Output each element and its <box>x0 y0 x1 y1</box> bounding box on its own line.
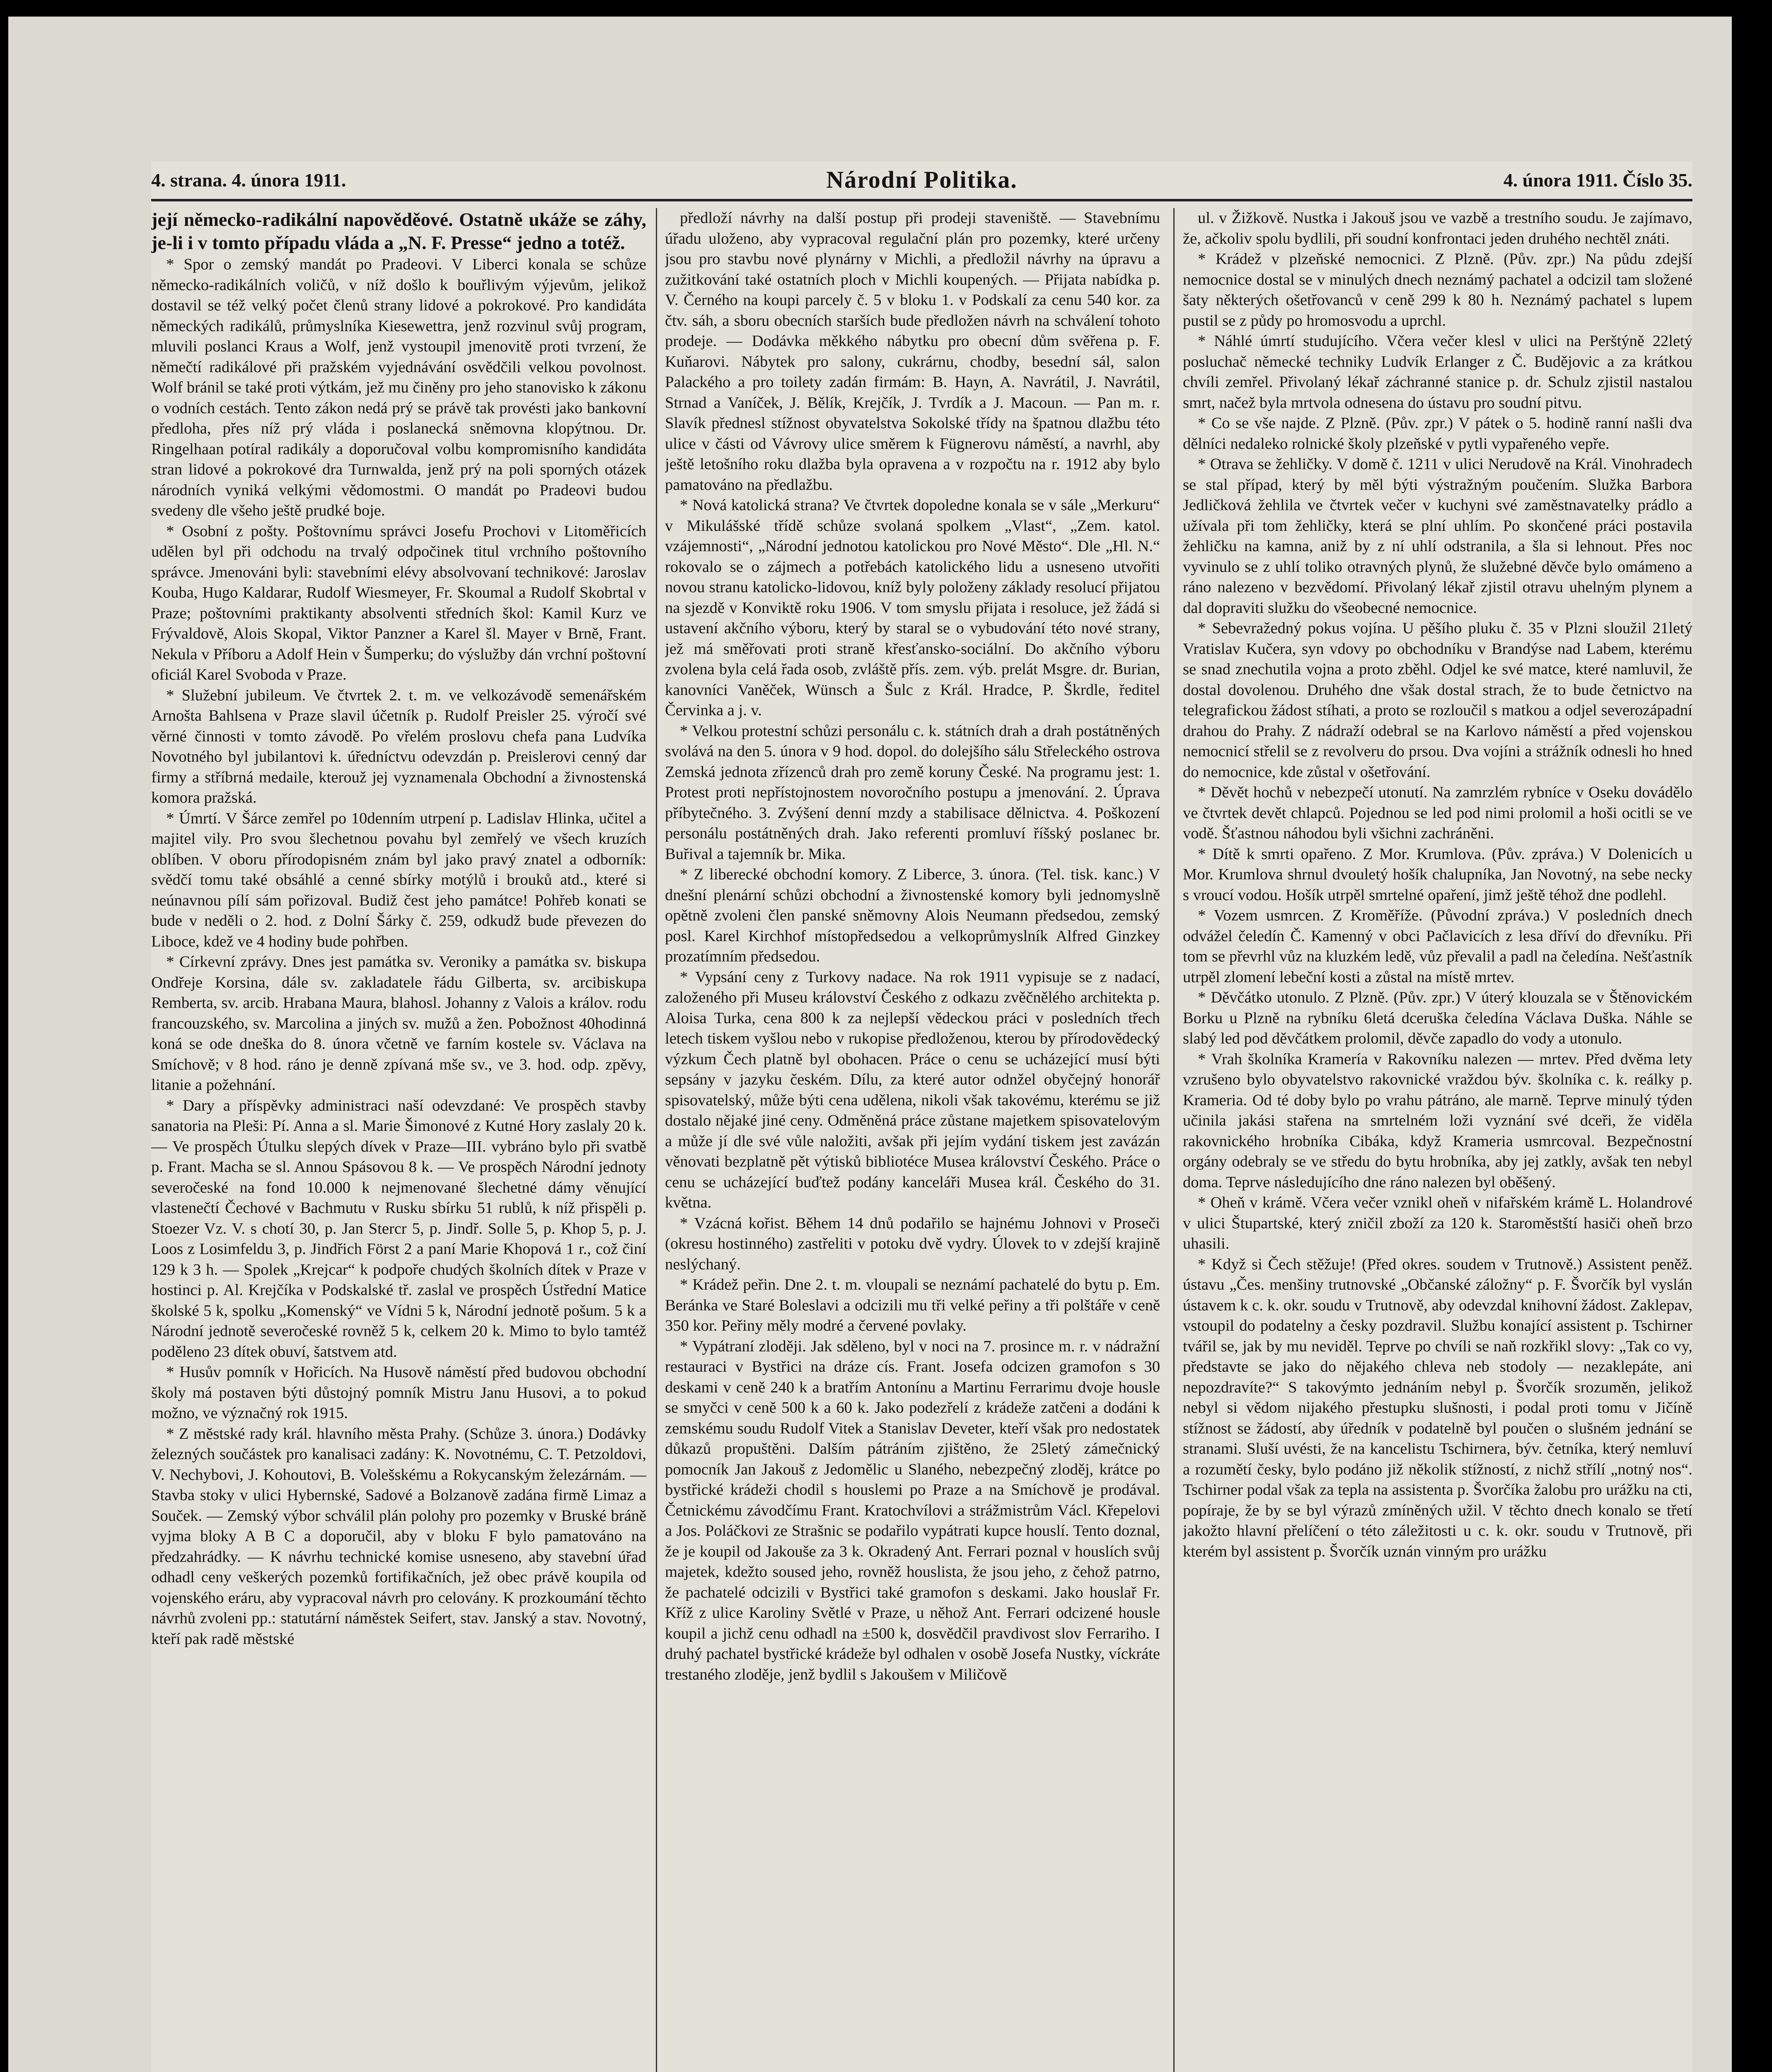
article-paragraph: * Děvět hochů v nebezpečí utonutí. Na zamrzlém rybníce v Oseku dovádělo ve čtvrtek devět chlapců. Pojednou se led pod nimi prolomil a hoši ocitli se ve vodě. Šťastnou náhodou byli všichni zachráněni. <box>1183 784 1692 842</box>
article-paragraph: * Krádež peřin. Dne 2. t. m. vloupali se neznámí pachatelé do bytu p. Em. Beránka ve Staré Boleslavi a odcizili mu tři velké peřiny a tři polštáře v ceně 350 kor. Peřiny měly modré a červené povlaky. <box>665 1276 1160 1334</box>
newspaper-title: Národní Politika. <box>826 166 1018 193</box>
article-paragraph: * Co se vše najde. Z Plzně. (Pův. zpr.) V pátek o 5. hodině ranní našli dva dělníci nedaleko rolnické školy plzeňské v pytli vypařeného vepře. <box>1183 414 1692 453</box>
article-paragraph: * Církevní zprávy. Dnes jest památka sv. Veroniky a památka sv. biskupa Ondřeje Korsina, dále sv. zakladatele řádu Gilberta, sv. arcibiskupa Remberta, sv. arcib. Hrabana Maura, blahosl. Johanny z Valois a králov. rodu francouzského, sv. Marcolina a jiných sv. mužů a žen. Pobožnost 40hodinná koná se ode dneška do 8. února včetně ve farním kostele sv. Václava na Smíchově; v 8 hod. ráno je denně zpívaná mše sv., ve 3. hod. odp. zpěvy, litanie a požehnání. <box>151 953 646 1094</box>
page-number-date: 4. strana. 4. února 1911. <box>151 169 346 191</box>
column-2 <box>665 208 1160 2072</box>
article-paragraph: * Úmrtí. V Šárce zemřel po 10denním utrpení p. Ladislav Hlinka, učitel a majitel vily. Pro svou šlechetnou povahu byl zemřelý ve všech kruzích oblíben. V oboru přírodopisném znám byl jako pravý znatel a odborník: svědčí tomu také obsáhlé a cenné sbírky motýlů i brouků atd., které si neúnavnou pílí sám pořizoval. Budiž čest jeho památce! Pohřeb konati se bude v neděli o 2. hod. z Dolní Šárky č. 259, odkudž bude převezen do Liboce, kdež ve 4 hodiny bude pohřben. <box>151 809 646 950</box>
article-paragraph: * Dítě k smrti opařeno. Z Mor. Krumlova. (Pův. zpráva.) V Dolenicích u Mor. Krumlova shrnul dvouletý hošík chalupníka, Jan Novotný, na sebe necky s vroucí vodou. Hošík utrpěl smrtelné opaření, jimž ještě téhož dne podlehl. <box>1183 845 1692 904</box>
article-paragraph: * Vypsání ceny z Turkovy nadace. Na rok 1911 vypisuje se z nadací, založeného při Museu království Českého z odkazu zvěčnělého architekta p. Aloisa Turka, cena 800 k za nejlepší vědeckou práci v posledních třech letech tiskem vyšlou nebo v rukopise předloženou, kterou by přírodovědecký výzkum Čech platně byl obohacen. Práce o cenu se ucházející musí býti sepsány v jazyku českém. Dílu, za které autor odnžel obyčejný honorář spisovatelský, může býti cena udělena, nikoli však takovému, kterému se již dostalo nějaké jiné ceny. Odměněná práce zůstane majetkem spisovatelovým a může jí dle své vůle naložiti, avšak při jejím vydání tiskem jest zavázán věnovati bezplatně pět výtisků bibliotéce Musea království Českého. Práce o cenu se ucházející buďtež podány kanceláři Musea král. Českého do 31. května. <box>665 968 1160 1211</box>
article-paragraph: * Když si Čech stěžuje! (Před okres. soudem v Trutnově.) Assistent peněž. ústavu „Čes. menšiny trutnovské „Občanské záložny“ p. F. Švorčík byl vyslán ústavem k c. k. okr. soudu v Trutnově, aby odevzdal knihovní žádost. Zaklepav, vstoupil do podatelny a česky pozdravil. Službu konající assistent p. Tschirner tvářil se, jak by mu neviděl. Teprve po chvíli se naň rozkřikl slovy: „Tak co vy, představte se jako do nějakého chleva neb stodoly — nezaklepáte, ani nepozdravíte?“ S takovýmto jednáním nebyl p. Švorčík srozuměn, jelikož nebyl si vědom nijakého přestupku slušnosti, i podal proti tomu v Jičíně stížnost se žádostí, aby úředník v podatelně byl poučen o slušném jednání se stranami. Sluší uvésti, že na kancelistu Tschirnera, býv. četníka, který nemluví a rozumětí česky, bylo podáno již několik stížností, z nichž střílí „notný nos“. Tschirner podal však za tepla na assistenta p. Švorčíka žalobu pro urážku na cti, popíraje, že by se byl výrazů zmíněných užil. V těchto dnech konalo se třetí jakožto hlavní přelíčení o této záležitosti u c. k. okr. soudu v Trutnově, při kterém byl assistent p. Švorčík uznán vinným pro urážku <box>1183 1255 1692 1560</box>
article-paragraph: * Oheň v krámě. Včera večer vznikl oheň v nifařském krámě L. Holandrové v ulici Štupartské, který zničil zboží za 120 k. Staroměstští hasiči oheň brzo uhasili. <box>1183 1194 1692 1252</box>
article-paragraph: ul. v Žižkově. Nustka i Jakouš jsou ve vazbě a trestního soudu. Je zajímavo, že, ačkoliv spolu bydlili, při soudní konfrontaci jeden druhého nechtěl znáti. <box>1183 209 1692 247</box>
article-paragraph: * Vzácná kořist. Během 14 dnů podařilo se hajnému Johnovi v Proseči (okresu hostinného) zastřeliti v potoku dvě vydry. Úlovek to v zdejší krajině neslýchaný. <box>665 1214 1160 1273</box>
article-paragraph: * Vypátraní zloději. Jak sděleno, byl v noci na 7. prosince m. r. v nádražní restauraci v Bystřici na dráze cís. Frant. Josefa odcizen gramofon s 30 deskami v ceně 240 k a bratřím Antonínu a Martinu Ferrarimu dvoje housle se smyčci v ceně 500 k a 60 k. Jako podezřelí z krádeže zatčeni a dodáni k zemskému soudu Rudolf Vitek a Stanislav Deveter, kteří však pro nedostatek důkazů propuštěni. Dalším pátráním zjištěno, že 25letý zámečnický pomocník Jan Jakouš z Jedomělic u Slaného, nebezpečný zloděj, krátce po bystřické krádeži chodil s houslemi po Praze a na Smíchově je prodával. Četnickému závodčímu Frant. Kratochvílovi a strážmistrům Václ. Křepelovi a Jos. Poláčkovi ze Strašnic se podařilo vypátrati kupce houslí. Tento doznal, že je koupil od Jakouše za 3 k. Okradený Ant. Ferrari poznal v houslích svůj majetek, kdežto soused jeho, rovněž houslista, že jsou jeho, z čehož patrno, že pachatelé odcizili v Bystřici také gramofon s deskami. Jako houslař Fr. Kříž z ulice Karoliny Světlé v Praze, u něhož Ant. Ferrari odcizené housle koupil a jichž cenu odhadl na ±500 k, dosvědčil pravdivost slov Ferrariho. I druhý pachatel bystřické krádeže byl odhalen v osobě Josefa Nustky, víckráte trestaného zloděje, jenž bydlil s Jakoušem v Miličově <box>665 1337 1160 1683</box>
column-divider <box>1173 208 1175 2072</box>
newspaper-page <box>151 162 1692 2072</box>
column-1 <box>151 208 646 2072</box>
article-paragraph: * Vozem usmrcen. Z Kroměříže. (Původní zpráva.) V posledních dnech odvážel čeledín Č. Kamenný v obci Pačlavicích z lesa dříví do dřevníku. Při tom se převrhl vůz na kluzkém ledě, vůz převalil a padl na čeledína. Nešťastník utrpěl zlomení lebeční kosti a zůstal na místě mrtev. <box>1183 907 1692 986</box>
article-paragraph: * Spor o zemský mandát po Pradeovi. V Liberci konala se schůze německo-radikálních voličů, v níž došlo k bouřlivým výjevům, jelikož dostavil se též velký počet členů strany lidové a pokrokové. Pro kandidáta německých radikálů, průmyslníka Kiesewettra, jenž rozvinul svůj program, mluvili poslanci Kraus a Wolf, jenž vystoupil jmenovitě proti tvrzení, že němečtí radikálové při pražském vyjednávání osvědčili velkou povolnost. Wolf bránil se také proti výtkám, jež mu činěny pro jeho stanovisko k zákonu o vodních cestách. Tento zákon nedá prý se právě tak provésti jako bankovní předloha, přes níž prý vláda i poslanecká sněmovna klopýtnou. Dr. Ringelhaan potíral radikály a doporučoval volbu kompromisního kandidáta stran lidové a pokrokové dra Turnwalda, jenž prý na poli sporných otázek národních vyniká velkými vědomostmi. O mandát po Pradeovi budou svedeny dle všeho ještě prudké boje. <box>151 256 646 519</box>
article-continuation: její německo-radikální napověděové. Ostatně ukáže se záhy, je-li i v tomto případu vláda a „N. F. Presse“ jedno a totéž. <box>151 209 646 253</box>
article-paragraph: * Velkou protestní schůzi personálu c. k. státních drah a drah postátněných svolává na den 5. února v 9 hod. dopol. do dolejšího sálu Střeleckého ostrova Zemská jednota zřízenců drah pro země koruny České. Na programu jest: 1. Protest proti nepřístojnostem novoročního postupu a jmenování. 2. Úprava příbytečného. 3. Zvýšení denní mzdy a stabilisace dělnictva. 4. Poškození personálu postátněných drah. Jako referenti promluví říšský poslanec br. Buřival a tajemník br. Mika. <box>665 722 1160 863</box>
issue-number-date: 4. února 1911. Číslo 35. <box>1503 169 1692 191</box>
article-paragraph: * Náhlé úmrtí studujícího. Včera večer klesl v ulici na Perštýně 22letý posluchač německé techniky Ludvík Erlanger z Č. Budějovic a za krátkou chvíli zemřel. Přivolaný lékař záchranné stanice p. dr. Schulz zjistil nastalou smrt, načež byla mrtvola odnesena do ústavu pro soudní pitvu. <box>1183 332 1692 411</box>
article-paragraph: * Vrah školníka Kramería v Rakovníku nalezen — mrtev. Před dvěma lety vzrušeno bylo obyvatelstvo rakovnické vraždou býv. školníka c. k. reálky p. Krameria. Od té doby bylo po vrahu pátráno, ale marně. Teprve minulý týden učinila jakási stařena na smrtelném loži vyznání své dceři, že viděla rakovnického hrobníka Cibáka, když Krameria usmrcoval. Bezpečnostní orgány odebraly se ve středu do bytu hrobníka, aby jej zatkly, avšak ten nebyl doma. Teprve následujícího dne ráno nalezen byl oběšený. <box>1183 1050 1692 1191</box>
masthead <box>151 162 1692 201</box>
article-paragraph: * Osobní z pošty. Poštovnímu správci Josefu Prochovi v Litoměřicích udělen byl při odchodu na trvalý odpočinek titul vrchního poštovního správce. Jmenováni byli: stavebními elévy absolvovaní technikové: Jaroslav Kouba, Hugo Kaldarar, Rudolf Wiesmeyer, Fr. Skoumal a Rudolf Skobrtal v Praze; poštovními praktikanty absolventi středních škol: Kamil Kurz ve Frývaldově, Alois Skopal, Viktor Panzner a Karel šl. Mayer v Brně, Frant. Nekula v Příboru a Adolf Hein v Šumperku; do výslužby dán vrchní poštovní oficiál Karel Svoboda v Praze. <box>151 522 646 683</box>
article-paragraph: * Nová katolická strana? Ve čtvrtek dopoledne konala se v sále „Merkuru“ v Mikulášské třídě schůze svolaná spolkem „Vlast“, „Zem. katol. vzájemnosti“, „Národní jednotou katolickou pro Nové Město“. Dle „Hl. N.“ rokovalo se o zájmech a potřebách katolického lidu a usneseno utvořiti novou stranu katolicko-lidovou, kníž byly položeny základy resolucí přijatou na sjezdě v Konviktě roku 1906. V tom smyslu přijata i resoluce, jež žádá si ustavení akčního výboru, který by staral se o vybudování této nové strany, jež má směřovati proti straně křesťansko-sociální. Do akčního výboru zvolena byla celá řada osob, zvláště přís. zem. výb. prelát Msgre. dr. Burian, kanovníci Vaněček, Wünsch a Šulc z Král. Hradce, P. Škrdle, ředitel Červinka a j. v. <box>665 496 1160 719</box>
article-paragraph: předloží návrhy na další postup při prodeji staveniště. — Stavebnímu úřadu uloženo, aby vypracoval regulační plán pro pozemky, které určeny jsou pro stavbu nové plynárny v Michli, a předložil návrhy na úpravu a zužitkování také ostatních ploch v Michli koupených. — Přijata nabídka p. V. Černého na koupi parcely č. 5 v bloku 1. v Podskalí za cenu 540 kor. za čtv. sáh, a sboru obecních starších bude předložen návrh na schválení tohoto prodeje. — Dodávka měkkého nábytku pro obecní dům svěřena p. F. Kuňarovi. Nábytek pro salony, cukrárnu, chodby, besední sál, salon Palackého a pro toilety zadán firmám: B. Hayn, A. Navrátil, J. Navrátil, Strnad a Vaníček, J. Bělík, Krejčík, J. Tvrdík a J. Macoun. — Pan m. r. Slavík přednesl stížnost obyvatelstva Sokolské třídy na špatnou dlažbu této ulice v části od Vávrovy ulice směrem k Fügnerovu náměstí, a navrhl, aby ještě letošního roku dlažba byla opravena a v rozpočtu na r. 1912 aby bylo pamatováno na předlažbu. <box>665 209 1160 494</box>
article-paragraph: * Z liberecké obchodní komory. Z Liberce, 3. února. (Tel. tisk. kanc.) V dnešní plenární schůzi obchodní a živnostenské komory byli jednomyslně opětně zvoleni člen panské sněmovny Alois Neumann předsedou, zemský posl. Karel Kirchhof místopředsedou a velkoprůmyslník Alfred Ginzkey prozatímním předsedou. <box>665 866 1160 965</box>
column-3 <box>1183 208 1692 2072</box>
article-paragraph: * Sebevražedný pokus vojína. U pěšího pluku č. 35 v Plzni sloužil 21letý Vratislav Kučera, syn vdovy po obchodníku v Brandýse nad Labem, kterému se snad znechutila vojna a proto zběhl. Odjel ke své matce, které namluvil, že dostal dovolenou. Druhého dne však dostal strach, že to bude četnictvo na telegrafickou žádost stíhati, a proto se rozloučil s matkou a odjel severozápadní drahou do Prahy. Z nádraží odebral se na Karlovo náměstí a před vojenskou nemocnicí střelil se z revolveru do prsou. Dva vojíni a strážník odnesli ho hned do nemocnice, kde zůstal v ošetřování. <box>1183 620 1692 781</box>
article-paragraph: * Otrava se žehličky. V domě č. 1211 v ulici Nerudově na Král. Vinohradech se stal případ, který by měl býti výstražným poučením. Služka Barbora Jedličková žehlila ve čtvrtek večer v kuchyni své zaměstnavatelky prádlo a užívala při tom žehličky, která se plní uhlím. Po skončené práci postavila žehličku na kamna, aniž by z ní uhlí odstranila, a šla si lehnout. Přes noc vyvinulo se z uhlí toliko otravných plynů, že služebné děvče bylo omámeno a ráno nalezeno v bezvědomí. Přivolaný lékař zjistil otravu uhelným plynem a dal dopraviti služku do všeobecné nemocnice. <box>1183 455 1692 617</box>
article-paragraph: * Z městské rady král. hlavního města Prahy. (Schůze 3. února.) Dodávky železných součástek pro kanalisaci zadány: K. Novotnému, C. T. Petzoldovi, V. Nechybovi, J. Kohoutovi, B. Volešskému a Rokycanským železárnám. — Stavba stoky v ulici Hybernské, Sadové a Bolzanově zadána firmě Limaz a Souček. — Zemský výbor schválil plán polohy pro pozemky v Bruské bráně vyjma bloky A B C a doporučil, aby v bloku F bylo pamatováno na předzahrádky. — K návrhu technické komise usneseno, aby stavební úřad odhadl ceny veškerých pozemků fortifikačních, jež obec právě koupila od vojenského eráru, aby vypracoval návrh pro celovány. K prozkoumání těchto návrhů zvoleni pp.: statutární náměstek Seifert, stav. Janský a stav. Novotný, kteří pak radě městské <box>151 1425 646 1648</box>
article-paragraph: * Služební jubileum. Ve čtvrtek 2. t. m. ve velkozávodě semenářském Arnošta Bahlsena v Praze slavil účetník p. Rudolf Preisler 25. výročí své věrné činnosti v tomto závodě. Po vřelém proslovu chefa pana Ludvíka Novotného byl jubilantovi k. úředníctvu odevzdán p. Preislerovi cenný dar firmy a stříbrná medaile, kterouž jej vyznamenala Obchodní a živnostenská komora pražská. <box>151 686 646 806</box>
column-divider <box>656 208 657 2072</box>
article-paragraph: * Husův pomník v Hořicích. Na Husově náměstí před budovou obchodní školy má postaven býti důstojný pomník Mistru Janu Husovi, a to pokud možno, ve význačný rok 1915. <box>151 1363 646 1422</box>
article-paragraph: * Dary a příspěvky administraci naší odevzdané: Ve prospěch stavby sanatoria na Pleši: Pí. Anna a sl. Marie Šimonové z Kutné Hory zaslaly 20 k. — Ve prospěch Útulku slepých dívek v Praze—III. vybráno bylo při svatbě p. Frant. Macha se sl. Annou Spásovou 8 k. — Ve prospěch Národní jednoty severočeské na fond 10.000 k nejmenované šlechetné dámy věnující vlastenečtí Čechové v Bachmutu v Rusku sbírku 51 rublů, k níž přispěli p. Stoezer Vz. V. s chotí 30, p. Jan Stercr 5, p. Jindř. Solle 5, p. Khop 5, p. J. Loos z Losimfeldu 3, p. Jindřich Först 2 a paní Marie Khopová 1 r., což činí 129 k 3 h. — Spolek „Krejcar“ k podpoře chudých školních dítek v Praze v hostinci p. Al. Krejčíka v Podskalské tř. zaslal ve prospěch Ústřední Matice školské 5 k, spolku „Komenský“ ve Vídni 5 k, Národní jednotě pošum. 5 k a Národní jednotě severočeské rovněž 5 k, celkem 20 k. Mimo to bylo tamtéž poděleno 23 dítek obuví, šatstvem atd. <box>151 1097 646 1360</box>
article-paragraph: * Děvčátko utonulo. Z Plzně. (Pův. zpr.) V úterý klouzala se v Štěnovickém Borku u Plzně na rybníku 6letá dceruška čeledína Václava Duška. Náhle se slabý led pod děvčátkem prolomil, děvče zapadlo do vody a utonulo. <box>1183 989 1692 1047</box>
article-paragraph: * Krádež v plzeňské nemocnici. Z Plzně. (Pův. zpr.) Na půdu zdejší nemocnice dostal se v minulých dnech neznámý pachatel a odcizil tam složené šaty některých ošetřovanců v ceně 299 k 80 h. Neznámý pachatel s lupem pustil se z půdy po hromosvodu a uprchl. <box>1183 250 1692 329</box>
